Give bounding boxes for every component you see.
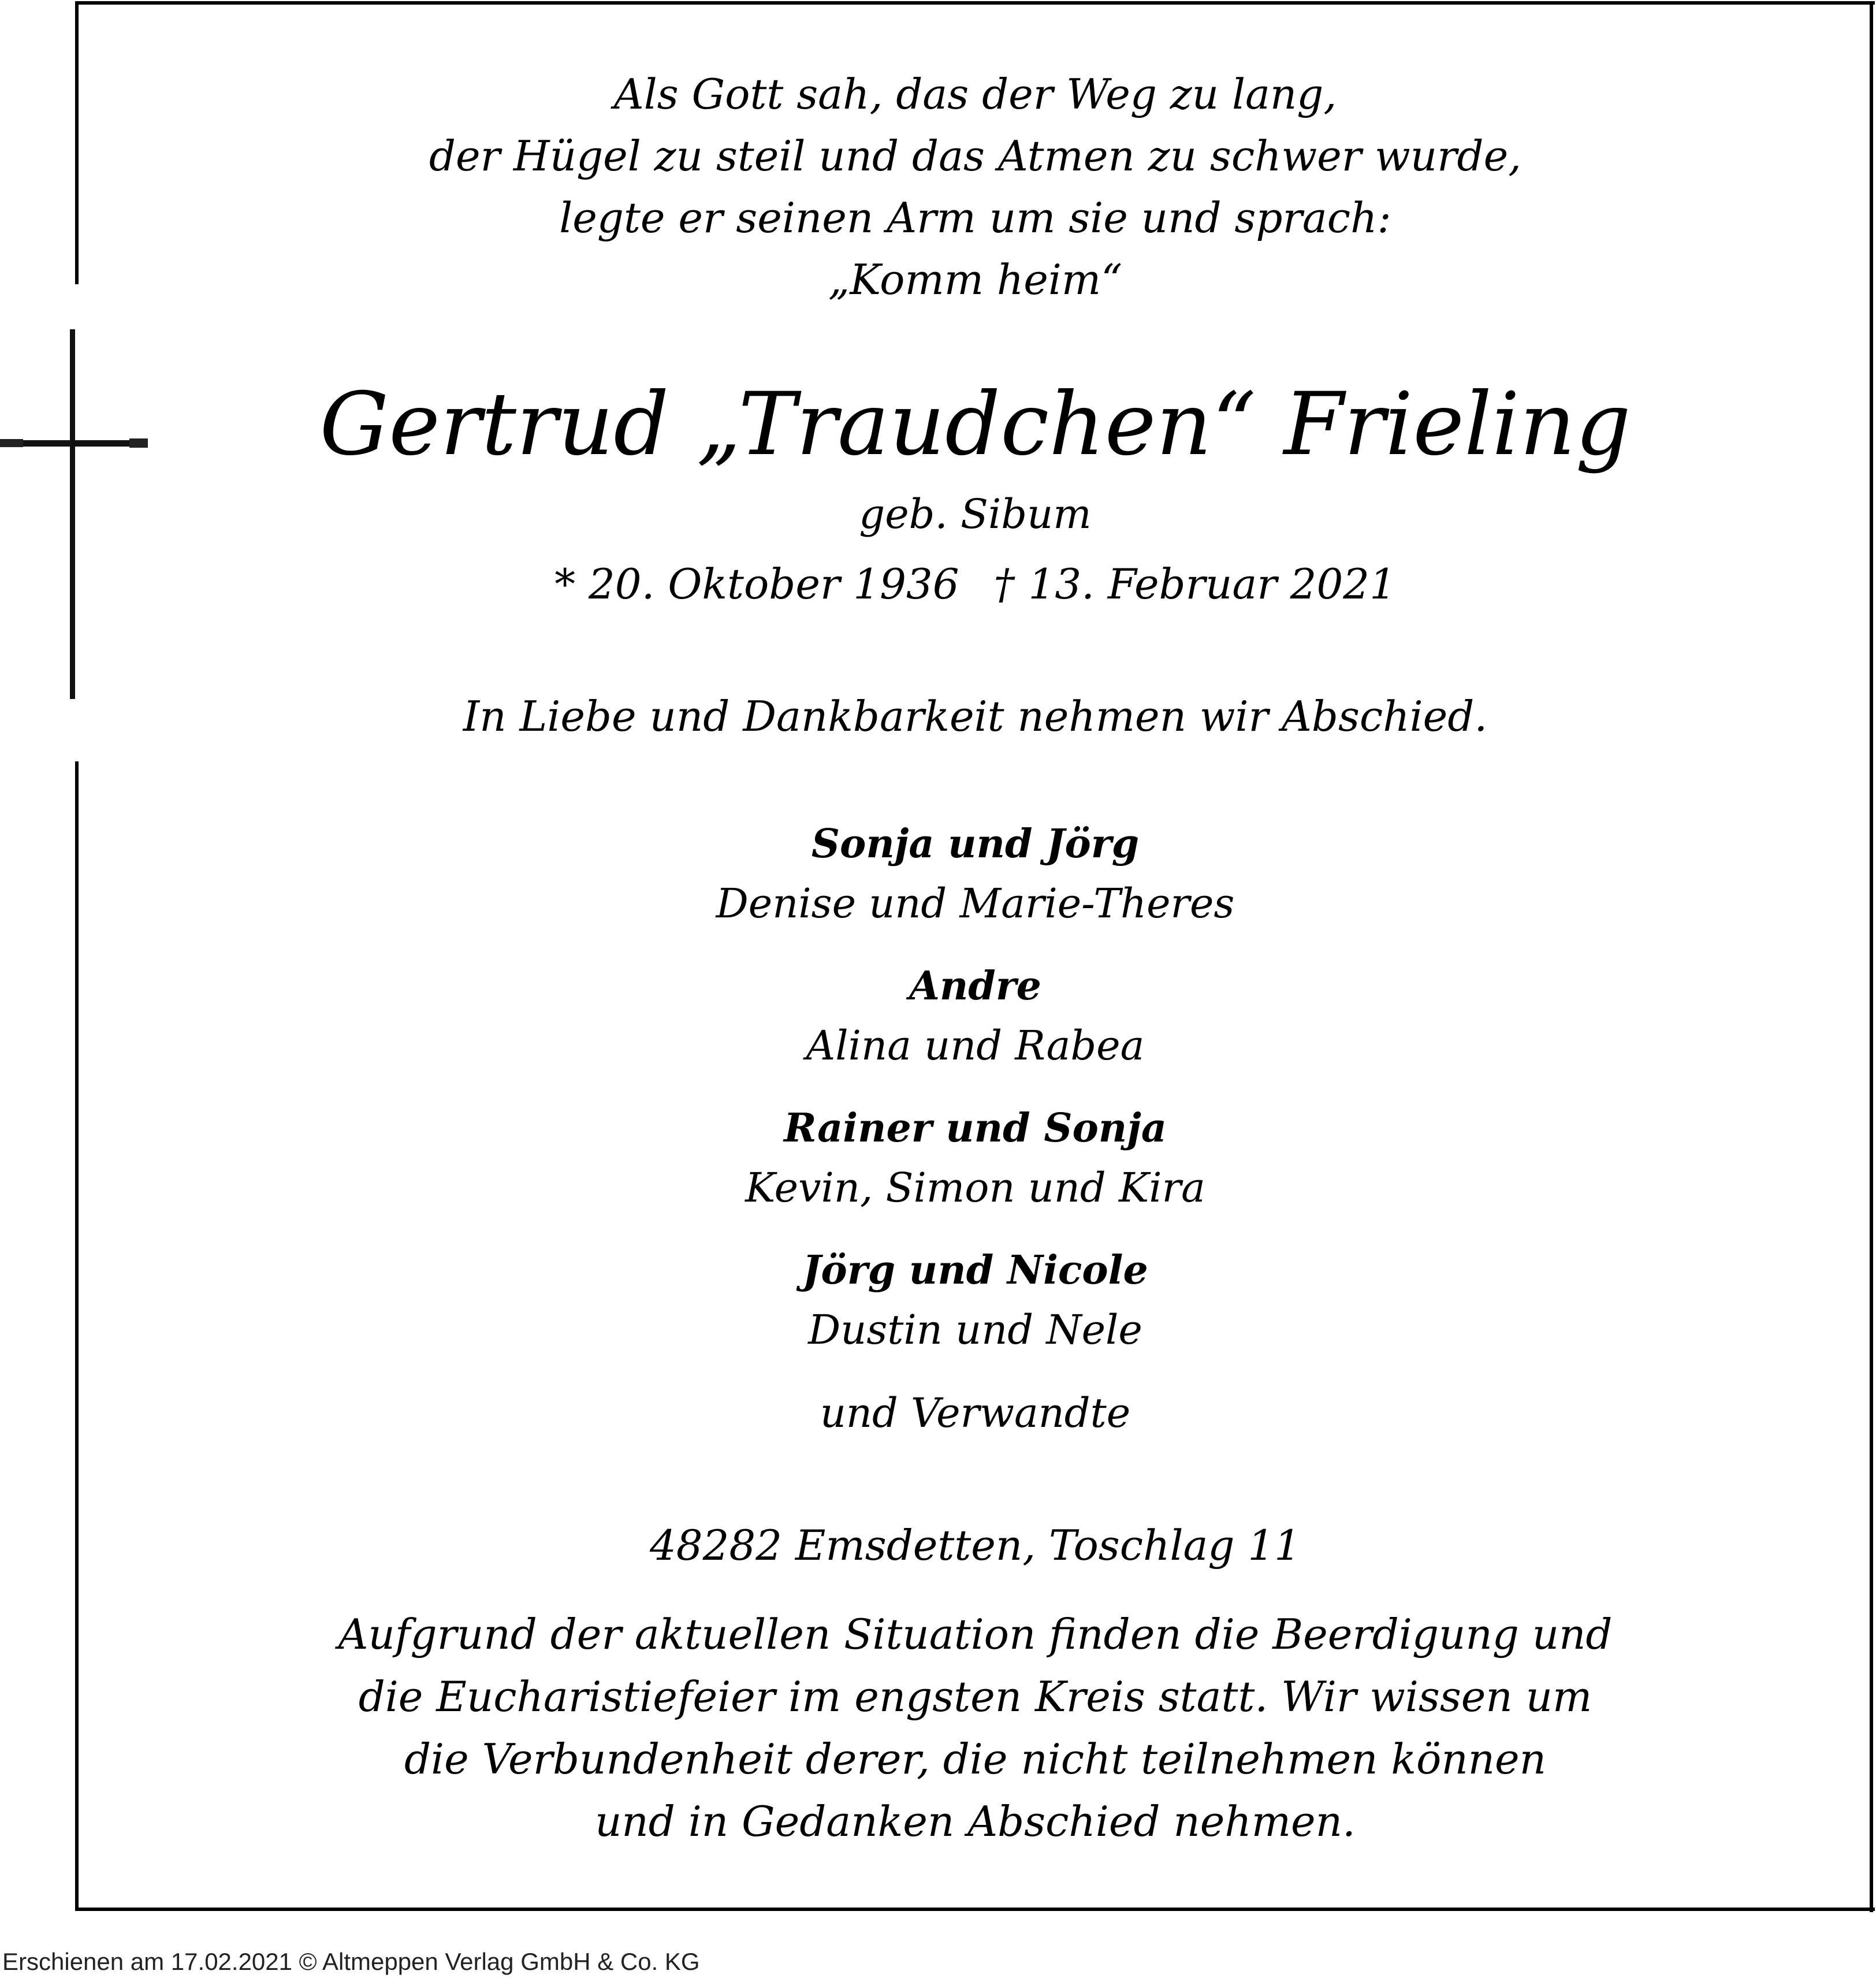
notice-line: und in Gedanken Abschied nehmen.	[595, 1797, 1356, 1846]
death-date: 13. Februar 2021	[1028, 560, 1396, 608]
poem-line: der Hügel zu steil und das Atmen zu schwer wurde,	[429, 132, 1522, 180]
poem-line: „Komm heim“	[828, 255, 1123, 304]
family-children: Dustin und Nele	[808, 1306, 1142, 1354]
notice-line: die Eucharistiefeier im engsten Kreis statt. Wir wissen um	[358, 1672, 1592, 1721]
birth-date: * 20. Oktober 1936	[554, 560, 959, 608]
poem-line: Als Gott sah, das der Weg zu lang,	[613, 70, 1337, 118]
farewell-line: In Liebe und Dankbarkeit nehmen wir Abschied.	[463, 692, 1488, 741]
deceased-name: Gertrud „Traudchen“ Frieling	[319, 374, 1631, 475]
family-head: Andre	[909, 963, 1041, 1009]
address: 48282 Emsdetten, Toschlag 11	[649, 1521, 1301, 1570]
frame-border-left-upper	[75, 1, 79, 284]
family-children: Kevin, Simon und Kira	[745, 1164, 1205, 1211]
life-dates	[81, 558, 1870, 610]
notice-line: die Verbundenheit derer, die nicht teilnehmen können	[404, 1735, 1547, 1783]
family-head: Sonja und Jörg	[811, 821, 1140, 867]
family-children: Alina und Rabea	[806, 1022, 1145, 1069]
family-children: Denise und Marie-Theres	[716, 880, 1235, 927]
mourners-list	[81, 815, 1870, 1443]
family-head: Rainer und Sonja	[784, 1105, 1167, 1151]
frame-border-top	[75, 1, 1875, 5]
poem-line: legte er seinen Arm um sie und sprach:	[559, 194, 1391, 242]
maiden-name: geb. Sibum	[859, 490, 1092, 538]
notice-line: Aufgrund der aktuellen Situation finden die Beerdigung und	[338, 1610, 1613, 1659]
relatives-line: und Verwandte	[820, 1389, 1131, 1437]
poem	[81, 64, 1870, 311]
frame-border-right	[1870, 1, 1873, 1912]
funeral-notice	[81, 1603, 1870, 1853]
frame-border-left-lower	[75, 761, 79, 1911]
publication-footer: Erschienen am 17.02.2021 © Altmeppen Verlag GmbH & Co. KG	[2, 1948, 700, 1975]
family-head: Jörg und Nicole	[802, 1247, 1148, 1293]
death-dagger-icon: †	[993, 560, 1015, 608]
frame-border-bottom	[75, 1908, 1875, 1911]
